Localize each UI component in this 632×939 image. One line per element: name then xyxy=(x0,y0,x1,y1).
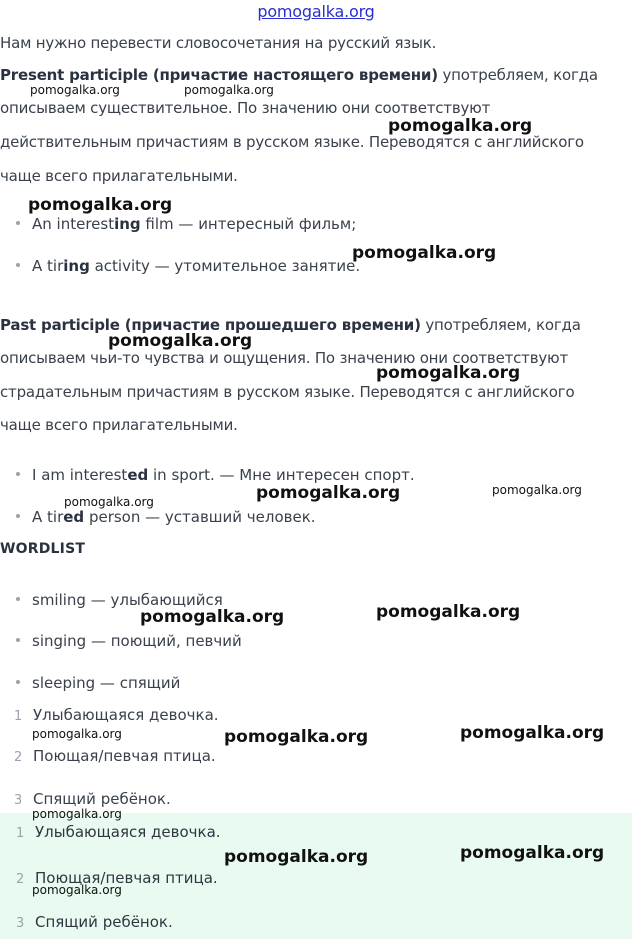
present-example-1 xyxy=(16,215,356,233)
watermark: pomogalka.org xyxy=(184,83,274,97)
past-participle-line-1-rest: употребляем, когда xyxy=(420,316,581,334)
watermark: pomogalka.org xyxy=(28,195,173,215)
past-participle-term: Past participle (причастие прошедшего времени) xyxy=(0,316,421,334)
bullet-dot xyxy=(16,472,20,476)
past-participle-line-2: описываем чьи-то чувства и ощущения. По значению они соответствуют xyxy=(0,349,569,367)
watermark: pomogalka.org xyxy=(224,847,369,867)
watermark: pomogalka.org xyxy=(64,495,154,509)
task-number: 1 xyxy=(14,709,23,724)
example-suffix: ing xyxy=(114,215,141,233)
answer-item xyxy=(16,913,173,931)
task-number: 2 xyxy=(14,750,23,765)
example-text: film — интересный фильм; xyxy=(140,215,357,233)
watermark: pomogalka.org xyxy=(376,363,521,383)
task-item xyxy=(14,747,216,765)
past-participle-line-3: страдательным причастиям в русском языке. Переводятся с английского xyxy=(0,383,575,401)
answer-text: Спящий ребёнок. xyxy=(35,913,173,931)
example-text: I am interest xyxy=(32,466,128,484)
watermark: pomogalka.org xyxy=(108,331,253,351)
task-text: Спящий ребёнок. xyxy=(33,790,171,808)
watermark: pomogalka.org xyxy=(32,807,122,821)
watermark: pomogalka.org xyxy=(32,883,122,897)
present-participle-line-2: описываем существительное. По значению они соответствуют xyxy=(0,99,491,117)
present-example-2 xyxy=(16,257,360,275)
task-text: Улыбающаяся девочка. xyxy=(33,706,219,724)
watermark: pomogalka.org xyxy=(224,727,369,747)
wordlist-item-text: sleeping — спящий xyxy=(32,674,181,692)
wordlist-item-text: smiling — улыбающийся xyxy=(32,591,223,609)
past-participle-line-4: чаще всего прилагательными. xyxy=(0,416,238,434)
bullet-dot xyxy=(16,680,20,684)
wordlist-item xyxy=(16,674,180,692)
present-participle-line-1 xyxy=(0,66,598,84)
example-suffix: ing xyxy=(63,257,90,275)
answer-text: Поющая/певчая птица. xyxy=(35,869,218,887)
watermark: pomogalka.org xyxy=(30,83,120,97)
watermark: pomogalka.org xyxy=(376,602,521,622)
answer-number: 1 xyxy=(16,826,25,841)
watermark: pomogalka.org xyxy=(256,483,401,503)
bullet-dot xyxy=(16,638,20,642)
watermark: pomogalka.org xyxy=(32,727,122,741)
intro-text: Нам нужно перевести словосочетания на русский язык. xyxy=(0,34,437,52)
site-header-link[interactable]: pomogalka.org xyxy=(257,2,375,21)
watermark: pomogalka.org xyxy=(460,843,605,863)
example-text: An interest xyxy=(32,215,115,233)
example-suffix: ed xyxy=(63,508,85,526)
task-text: Поющая/певчая птица. xyxy=(33,747,216,765)
present-participle-term: Present participle (причастие настоящего времени) xyxy=(0,66,438,84)
example-text: A tir xyxy=(32,508,64,526)
task-item xyxy=(14,706,219,724)
watermark: pomogalka.org xyxy=(460,723,605,743)
past-participle-line-1 xyxy=(0,316,581,334)
present-participle-line-1-rest: употребляем, когда xyxy=(437,66,598,84)
past-example-1 xyxy=(16,466,415,484)
answer-number: 3 xyxy=(16,916,25,931)
wordlist-item-text: singing — поющий, певчий xyxy=(32,632,242,650)
wordlist-item xyxy=(16,632,242,650)
watermark: pomogalka.org xyxy=(140,607,285,627)
example-text: A tir xyxy=(32,257,64,275)
example-text: in sport. — Мне интересен спорт. xyxy=(148,466,415,484)
answer-text: Улыбающаяся девочка. xyxy=(35,823,221,841)
example-suffix: ed xyxy=(127,466,149,484)
answer-item xyxy=(16,823,221,841)
bullet-dot xyxy=(16,263,20,267)
past-example-2 xyxy=(16,508,316,526)
answer-number: 2 xyxy=(16,872,25,887)
wordlist-heading: WORDLIST xyxy=(0,541,86,557)
bullet-dot xyxy=(16,597,20,601)
example-text: person — уставший человек. xyxy=(84,508,316,526)
example-text: activity — утомительное занятие. xyxy=(89,257,361,275)
watermark: pomogalka.org xyxy=(388,116,533,136)
bullet-dot xyxy=(16,514,20,518)
watermark: pomogalka.org xyxy=(492,483,582,497)
task-item xyxy=(14,790,171,808)
present-participle-line-4: чаще всего прилагательными. xyxy=(0,167,238,185)
bullet-dot xyxy=(16,221,20,225)
task-number: 3 xyxy=(14,793,23,808)
present-participle-line-3: действительным причастиям в русском языке. Переводятся с английского xyxy=(0,133,584,151)
watermark: pomogalka.org xyxy=(352,243,497,263)
